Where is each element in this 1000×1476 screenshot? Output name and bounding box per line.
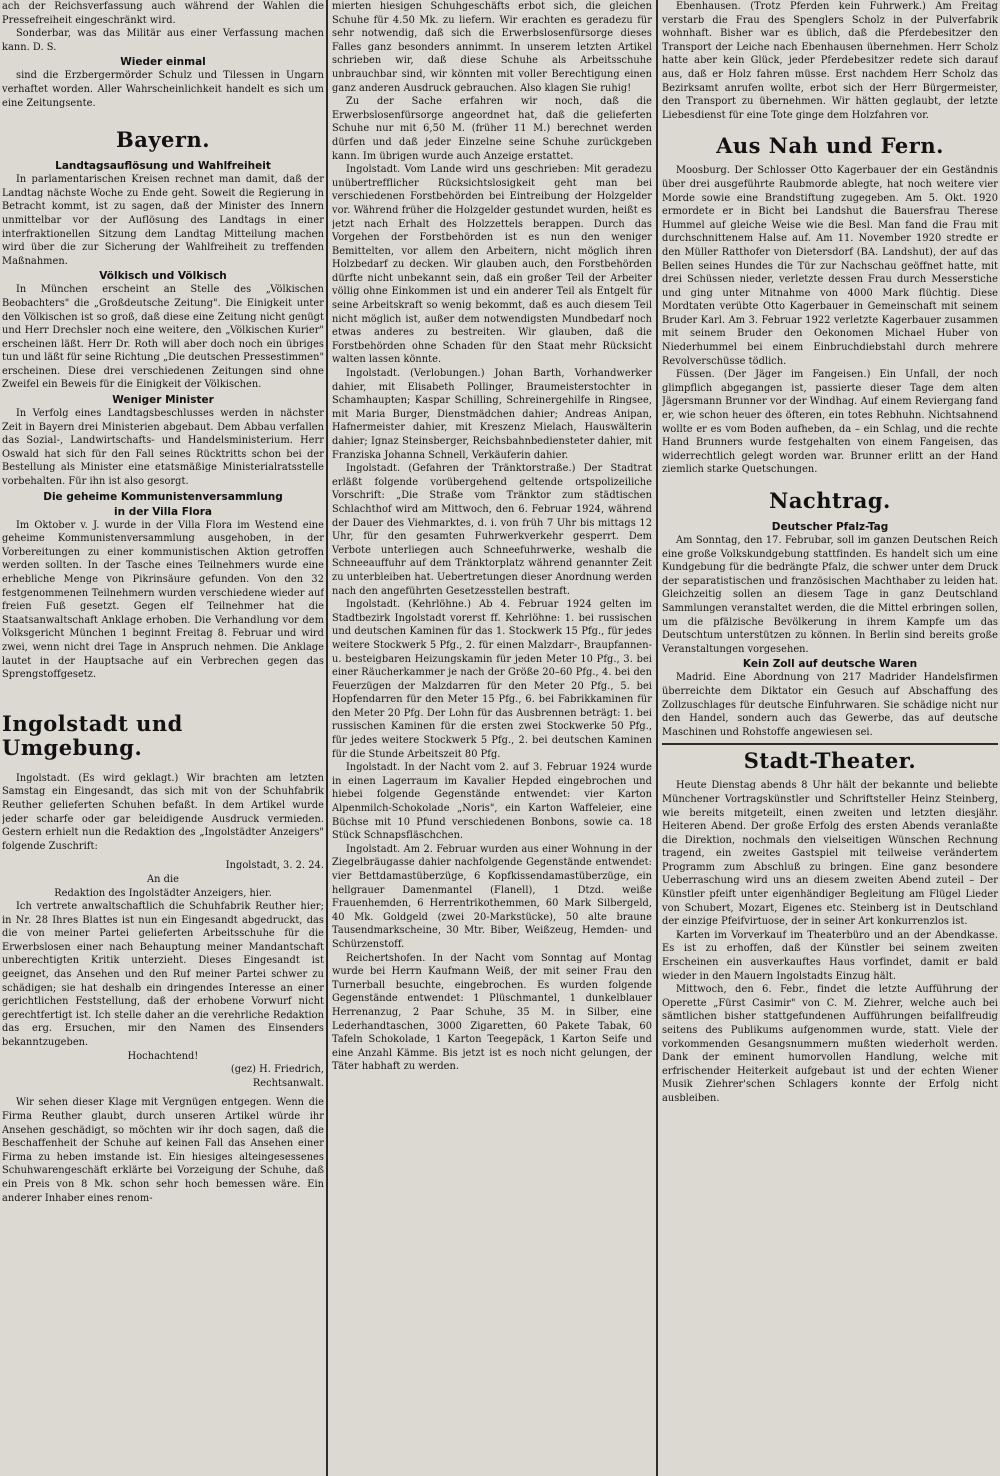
- section-title-ingolstadt: Ingolstadt und Umgebung.: [2, 710, 183, 760]
- headline-voelkisch: Völkisch und Völkisch: [99, 270, 227, 283]
- article-text: Ebenhausen. (Trotz Pferden kein Fuhrwerk.) Am Freitag verstarb die Frau des Spenglers Scholz in der Pulverfabrik wohnhaft. Bisher war es üblich, daß die Pferdebesitzer den Transport der Leiche nach Ebenhausen übernehmen. Herr Scholz hatte aber kein Glück, jeder Pferdebesitzer redete sich darauf aus, daß er Holz fahren müsse. Erst nachdem Herr Scholz das Bezirksamt anrufen wollte, erbot sich der Herr Bürgermeister, den Transport zu übernehmen. Wir hätten geglaubt, der letzte Liebesdienst für eine Tote ginge dem Holzfahren vor.: [662, 1, 998, 121]
- letter-text: Ich vertrete anwaltschaftlich die Schuhfabrik Reuther hier; in Nr. 28 Ihres Blattes ist nun ein Eingesandt abgedruckt, das die von meiner Partei gelieferten Arbeitsschuhe für die Erwerbslosen einer nach Behauptung meiner Mandantschaft unberechtigten Kritik unterzieht. Dieses Eingesandt ist geeignet, das Ansehen und den Ruf meiner Partei schwer zu schädigen; sie hat deshalb ein dringendes Interesse an einer gerichtlichen Feststellung, daß der erhobene Vorwurf nicht gerechtfertigt ist. Ich stelle daher an die verehrliche Redaktion das erg. Ersuchen, mir den Namen des Einsenders bekanntzugeben.: [2, 901, 324, 1049]
- article-text: Ingolstadt. Am 2. Februar wurden aus einer Wohnung in der Ziegelbräugasse dahier nachfolgende Gegenstände entwendet: vier Bettdamastüberzüge, 6 Kopfkissendamastüberzüge, ein hellgrauer Damenmantel (Flanell), 1 Dtzd. weiße Frauenhemden, 6 Herrentrikothemmen, 60 Mark Silbergeld, 40 Mk. Goldgeld (zwei 20-Markstücke), 50 alte braune Tausendmarkscheine, 30 Mtr. Biber, Weißzeug, Hemden- und Schürzenstoff.: [332, 843, 652, 950]
- headline-villa-flora: in der Villa Flora: [114, 505, 212, 518]
- article-text: Moosburg. Der Schlosser Otto Kagerbauer der ein Geständnis über drei ausgeführte Raubmorde ablegte, hat noch weitere vier Morde sowie eine Brandstiftung zugegeben. Am 5. Okt. 1920 ermordete er in Bicht bei Landshut die Bauersfrau Therese Hummel auf gleiche Weise wie die Besl. Man fand die Frau mit durchschnittenem Halse auf. Am 11. November 1920 stredte er den Müller Ratthofer von Dietersdorf (BA. Landshut), der auf das Bellen seines Hundes die Tür zur Nachschau geöffnet hatte, mit drei Schüssen nieder, verletzte dessen Frau durch Messerstiche und ging unter Mitnahme von 4000 Mark flüchtig. Diese Mordtaten verübte Otto Kagerbauer in Gemeinschaft mit seinem Bruder Karl. Am 3. Februar 1922 verletzte Kagerbauer zusammen mit seinem Bruder den Oekonomen Michael Huber von Niederhummel bei einem Einbruchdiebstahl durch mehrere Revolverschüsse tödlich.: [662, 165, 998, 367]
- article-text: Ingolstadt. In der Nacht vom 2. auf 3. Februar 1924 wurde in einen Lagerraum im Kavalier Hepded eingebrochen und hiebei folgende Gegenstände entwendet: vier Karton Alpenmilch-Schokolade „Noris", ein Karton Waffeleier, eine Büchse mit 10 Pfund verschiedenen Bonbons, sowie ca. 18 Stück Schnapsfläschchen.: [332, 762, 652, 842]
- section-title-stadt-theater: Stadt-Theater.: [743, 748, 917, 774]
- article-text: Wir sehen dieser Klage mit Vergnügen entgegen. Wenn die Firma Reuther glaubt, durch unseren Artikel würde ihr Ansehen geschädigt, so möchten wir ihr doch sagen, daß die Beschaffenheit der Schuhe auf keinen Fall das Ansehen einer Firma zu heben imstande ist. Ein hiesiges alteingesessenes Schuhwarengeschäft erklärte bei Vorzeigung der Schuhe, daß ein Preis von 8 Mk. schon sehr hoch bemessen wäre. Ein anderer Inhaber eines renom-: [2, 1097, 324, 1204]
- article-text: Am Sonntag, den 17. Februbar, soll im ganzen Deutschen Reich eine große Volkskundgebung stattfinden. Es handelt sich um eine Kundgebung für die bedrängte Pfalz, die schwer unter dem Druck der separatistischen und französischen Machthaber zu leiden hat. Gleichzeitig sollen an diesem Tage in ganz Deutschland Sammlungen veranstaltet werden, die die Mittel erbringen sollen, um die pfälzische Bevölkerung in ihrem Kampfe um das Deutschtum unterstützen zu können. In Berlin sind bereits große Veranstaltungen vorgesehen.: [662, 535, 998, 655]
- headline-wieder-einmal: Wieder einmal: [120, 56, 206, 69]
- letter-recipient: An die: [146, 873, 179, 885]
- section-divider: [662, 743, 998, 745]
- article-text: sind die Erzbergermörder Schulz und Tilessen in Ungarn verhaftet worden. Aller Wahrscheinlichkeit handelt es sich um eine Zeitungsente.: [2, 70, 324, 109]
- article-text: Ingolstadt. (Gefahren der Tränktorstraße.) Der Stadtrat erläßt folgende vorübergehend geltende ortspolizeiliche Vorschrift: „Die Straße vom Tränktor zum städtischen Schlachthof wird am Mittwoch, den 6. Februar 1924, während der Dauer des Viehmarktes, d. i. von früh 7 Uhr bis mittags 12 Uhr, für den gesamten Fuhrwerkverkehr gesperrt. Dem Verbote unterliegen auch Schneefuhrwerke, weshalb die Schneeauffuhr auf dem Tränktorplatz während genannter Zeit zu unterbleiben hat. Uebertretungen dieser Anordnung werden nach den angeführten Gesetzesstellen bestraft.: [332, 463, 652, 597]
- article-text: Im Oktober v. J. wurde in der Villa Flora im Westend eine geheime Kommunistenversammlung ausgehoben, in der Vorbereitungen zu einer kommunistischen Aktion getroffen werden sollten. In der Tasche eines Teilnehmers wurde eine erhebliche Menge von Pikrinsäure gefunden. Von den 32 festgenommenen Teilnehmern wurden verschiedene wieder auf freien Fuß gesetzt. Gegen elf Teilnehmer hat die Staatsanwaltschaft Anklage erhoben. Die Verhandlung vor dem Volksgericht München 1 beginnt Freitag 8. Februar und wird zwei, wenn nicht drei Tage in Anspruch nehmen. Die Anklage lautet in der Hauptsache auf ein Verbrechen gegen das Sprengstoffgesetz.: [2, 519, 324, 681]
- headline-kein-zoll: Kein Zoll auf deutsche Waren: [742, 658, 918, 671]
- article-text: Ingolstadt. Vom Lande wird uns geschrieben: Mit geradezu unübertrefflicher Rücksichtslosigkeit geht man bei verschiedenen Forstbehörden bei Eintreibung der Holzgelder vor. Während früher die Holzgelder gestundet wurden, heißt es jetzt nach Erhalt des Holzzettels berappen. Durch das Vorgehen der Forstbehörden ist es nun den weniger Bemittelten, vor allem den Arbeitern, nicht möglich ihren Holzbedarf zu decken. Wir glauben auch, den Forstbehörden dürfte nicht unbekannt sein, daß ein großer Teil der Arbeiter völlig ohne Einkommen ist und ein anderer Teil als Entgelt für seine Arbeitskraft so wenig bekommt, daß es auch diesem Teil nicht möglich ist, außer dem notwendigsten Mundbedarf noch etwas anderes zu bestreiten. Wir glauben, daß die Forstbehörden ohne Schaden für den Staat mehr Rücksicht walten lassen könnte.: [332, 164, 652, 366]
- headline-weniger-minister: Weniger Minister: [112, 394, 214, 407]
- article-text: Madrid. Eine Abordnung von 217 Madrider Handelsfirmen überreichte dem Diktator ein Gesuch auf Abschaffung des Zollzuschlages für deutsche Einfuhrwaren. Sie schädige nicht nur den Handel, sondern auch das Gewerbe, das auf deutsche Maschinen und Rohstoffe angewiesen sei.: [662, 672, 998, 738]
- section-title-aus-nah-und-fern: Aus Nah und Fern.: [716, 133, 944, 159]
- article-text: Zu der Sache erfahren wir noch, daß die Erwerbslosenfürsorge angeordnet hat, daß die gelieferten Schuhe nur mit 6,50 M. (früher 11 M.) berechnet werden dürfen und daß jeder Einzelne seine Schuhe zurückgeben kann. Im übrigen wurde auch Anzeige erstattet.: [332, 96, 652, 162]
- section-title-nachtrag: Nachtrag.: [769, 488, 891, 513]
- article-text: Ingolstadt. (Verlobungen.) Johan Barth, Vorhandwerker dahier, mit Elisabeth Pollinger, Braumeisterstochter in Schamhaupten; Kaspar Schilling, Schreinergehilfe in Ringsee, mit Maria Burger, Dienstmädchen dahier; Andreas Anipan, Hafnermeister dahier, mit Kreszenz Mielach, Hauswälterin dahier; Ignaz Steinsberger, Reichsbahnbediensteter dahier, mit Franziska Johanna Schnell, Verkäuferin dahier.: [332, 368, 652, 461]
- column-3: [662, 0, 998, 1476]
- article-text: In München erscheint an Stelle des „Völkischen Beobachters" die „Großdeutsche Zeitung". Die Einigkeit unter den Völkischen ist so groß, daß diese eine Zeitung nicht genügt und Herr Drechsler noch eine weitere, den „Völkischen Kurier" erscheinen läßt. Herr Dr. Roth will aber doch noch ein übriges tun und läßt für seine Richtung „Die deutschen Pressestimmen" erscheinen. Diese drei verschiedenen Zeitungen sind ohne Zweifel ein Beweis für die Einigkeit der Völkischen.: [2, 284, 324, 391]
- column-1: [2, 0, 324, 1476]
- column-rule-right: [656, 0, 658, 1476]
- letter-signature: (gez) H. Friedrich,: [230, 1064, 324, 1076]
- column-2: [332, 0, 652, 1476]
- article-text: Ingolstadt. (Kehrlöhne.) Ab 4. Februar 1924 gelten im Stadtbezirk Ingolstadt vorerst ff. Kehrlöhne: 1. bei russischen und deutschen Kaminen für das 1. Stockwerk 15 Pfg., für jedes weitere Stockwerk 5 Pfg., 2. für einen Malzdarr-, Braupfannen- u. besteigbaren Heizungskamin für jeden Meter 10 Pfg., 3. bei einer Räucherkammer je nach der Größe 20–60 Pfg., 4. bei den Feuerzügen der Malzdarren für den Meter 20 Pfg., 5. bei Hopfendarren für den Meter 15 Pfg., 6. bei Fabrikkaminen für den Meter 20 Pfg. Der Lohn für das Ausbrennen beträgt: 1. bei russischen Kaminen für die ersten zwei Stockwerke 50 Pfg., für jedes weitere Stockwerk 5 Pfg., 2. bei deutschen Kaminen für die Stunde Arbeitszeit 80 Pfg.: [332, 599, 652, 760]
- headline-pfalz-tag: Deutscher Pfalz-Tag: [771, 521, 889, 533]
- article-text: In parlamentarischen Kreisen rechnet man damit, daß der Landtag nächste Woche zu Ende geht. Soweit die Regierung in Betracht kommt, ist zu sagen, daß der Minister des Innern unmittelbar vor der Auflösung des Landtags in einer interfraktionellen Sitzung dem Landtag Mitteilung machen wird über die zur Sicherung der Wahlfreiheit zu treffenden Maßnahmen.: [2, 174, 324, 267]
- letter-date: Ingolstadt, 3. 2. 24.: [225, 860, 324, 872]
- article-text: Reichertshofen. In der Nacht vom Sonntag auf Montag wurde bei Herrn Kaufmann Weiß, der mit seiner Frau den Turnerball besuchte, eingebrochen. Es wurden folgende Gegenstände entwendet: 1 Plüschmantel, 1 dunkelblauer Herrenanzug, 2 Paar Schuhe, 35 M. in Silber, eine Lederhandtaschen, 3000 Zigaretten, 60 Pakete Tabak, 60 Tafeln Schokolade, 1 Karton Teegepäck, 1 Karton Seife und eine Anzahl Kämme. Bis jetzt ist es noch nicht gelungen, der Täter habhaft zu werden.: [332, 952, 652, 1073]
- article-text: In Verfolg eines Landtagsbeschlusses werden in nächster Zeit in Bayern drei Ministerien abgebaut. Dem Abbau verfallen das Sozial-, Landwirtschafts- und Handelsministerium. Herr Oswald hat sich für den Fall seines Rücktritts schon bei der Bestellung als Minister eine etatsmäßige Ministerialratsstelle vorbehalten. Für ihn ist also gesorgt.: [2, 408, 324, 488]
- headline-kommunistenversammlung: Die geheime Kommunistenversammlung: [43, 490, 283, 503]
- article-text: ach der Reichsverfassung auch während der Wahlen die Pressefreiheit eingeschränkt wird.: [2, 1, 324, 26]
- article-text: Füssen. (Der Jäger im Fangeisen.) Ein Unfall, der noch glimpflich abgegangen ist, passierte dieser Tage dem alten Jägersmann Brunner vor der Windhag. Auf einem Reviergang fand er, wie schon heuer des öfteren, ein totes Rebhuhn. Nichtsahnend wollte er es vom Boden aufheben, da – ein Schlag, und die rechte Hand Brunners wurde festgehalten von einem Fangeisen, das widerrechtlich gelegt worden war. Brunner erlitt an der Hand ziemlich starke Quetschungen.: [662, 369, 998, 476]
- letter-closing: Hochachtend!: [127, 1050, 199, 1062]
- article-text: Heute Dienstag abends 8 Uhr hält der bekannte und beliebte Münchener Vortragskünstler und Schriftsteller Heinz Steinberg, wie bereits mitgeteilt, einen zweiten und letzten diesjähr. Heiteren Abend. Der große Erfolg des ersten Abends veranlaßte die Direktion, nochmals den vielseitigen Wünschen Rechnung tragend, ein zweites Gastspiel mit teilweise verändertem Programm zum Abschluß zu bringen. Eine ganz besondere Ueberraschung wird uns an diesem zweiten Abend zuteil – Der Künstler pfeift unter eigenhändiger Begleitung am Flügel Lieder von Schubert, Mozart, Eigenes etc. Steinberg ist in Deutschland der einzige Pfeifvirtuose, der in seiner Art konkurrenzlos ist.: [662, 780, 998, 928]
- article-text: Ingolstadt. (Es wird geklagt.) Wir brachten am letzten Samstag ein Eingesandt, das sich mit von der Schuhfabrik Reuther gelieferten Schuhen befaßt. In dem Artikel wurde jeder scharfe oder gar beleidigende Ausdruck vermieden. Gestern erhielt nun die Redaktion des „Ingolstädter Anzeigers" folgende Zuschrift:: [2, 772, 324, 852]
- article-text: Sonderbar, was das Militär aus einer Verfassung machen kann. D. S.: [2, 28, 324, 53]
- letter-signature-title: Rechtsanwalt.: [252, 1077, 324, 1089]
- headline-landtag: Landtagsauflösung und Wahlfreiheit: [55, 160, 271, 173]
- article-text: mierten hiesigen Schuhgeschäfts erbot sich, die gleichen Schuhe für 4.50 Mk. zu liefern. Wir erachten es geradezu für sehr notwendig, daß sich die Erwerbslosenfürsorge dieses Falles ganz besonders annimmt. In unserem letzten Artikel schrieben wir, daß diese Schuhe als Arbeitsschuhe unbrauchbar sind, wir könnten mit voller Berechtigung einen ganz anderen Ausdruck gebrauchen. Also klagen Sie ruhig!: [332, 1, 652, 94]
- article-text: Mittwoch, den 6. Febr., findet die letzte Aufführung der Operette „Fürst Casimir" von C. M. Ziehrer, welche auch bei sämtlichen bisher stattgefundenen Aufführungen beifallfreudig seitens des Publikums aufgenommen wurde, statt. Viele der vorkommenden Gesangsnummern mußten wiederholt werden. Dank der eminent humorvollen Handlung, welche mit erfrischender Heiterkeit aufgebaut ist und der echten Wiener Musik Ziehrer'schen Schlagers konnte der Erfolg nicht ausbleiben.: [662, 984, 998, 1104]
- column-rule-left: [326, 0, 328, 1476]
- article-text: Karten im Vorverkauf im Theaterbüro und an der Abendkasse. Es ist zu erhoffen, daß der Künstler bei seinem zweiten Erscheinen ein ausverkauftes Haus vorfindet, damit er bald wieder in den Mauern Ingolstadts Einzug hält.: [662, 929, 998, 982]
- section-title-bayern: Bayern.: [115, 127, 211, 153]
- letter-recipient: Redaktion des Ingolstädter Anzeigers, hier.: [54, 887, 272, 899]
